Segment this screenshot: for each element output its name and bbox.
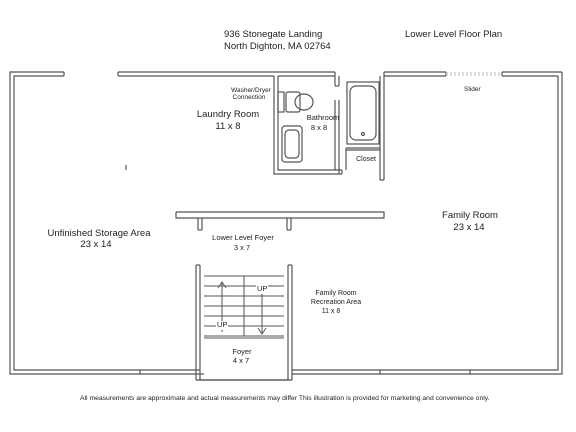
slider-label: Slider: [464, 86, 481, 93]
family-room-label: Family Room: [442, 210, 498, 221]
recreation-label-1: Family Room: [315, 290, 357, 297]
slider-door: [446, 73, 502, 75]
lower-foyer-dims: 3 x 7: [233, 243, 251, 252]
family-room-dims: 23 x 14: [453, 222, 485, 233]
washer-dryer-label-1: Washer/Dryer: [231, 87, 271, 94]
laundry-room-label: Laundry Room: [196, 109, 260, 120]
plan-title: Lower Level Floor Plan: [405, 29, 503, 40]
toilet: [286, 92, 313, 112]
closet-label: Closet: [356, 156, 376, 163]
washer-dryer: [278, 92, 284, 112]
laundry-room-dims: 11 x 8: [215, 121, 241, 132]
recreation-dims: 11 x 8: [321, 308, 341, 315]
sink: [282, 126, 302, 162]
recreation-label-2: Recreation Area: [310, 299, 362, 306]
stairs-up-label-upper: UP: [257, 284, 268, 293]
foyer-dims: 4 x 7: [232, 356, 250, 365]
bathroom-label: Bathroom: [306, 113, 340, 122]
center-partition: [176, 212, 384, 230]
stairs-up-label-lower: UP: [217, 320, 228, 329]
storage-area-label: Unfinished Storage Area: [47, 228, 151, 239]
washer-dryer-label-2: Connection: [232, 94, 266, 101]
foyer-label: Foyer: [232, 347, 252, 356]
storage-area-dims: 23 x 14: [80, 239, 112, 250]
address-line-2: North Dighton, MA 02764: [224, 41, 331, 52]
lower-foyer-label: Lower Level Foyer: [212, 233, 274, 242]
bathroom-dims: 8 x 8: [310, 123, 328, 132]
disclaimer-text: All measurements are approximate and actual measurements may differ This illustration is provided for marketing and convenience only.: [80, 395, 490, 402]
bathtub: [347, 82, 379, 144]
address-line-1: 936 Stonegate Landing: [224, 29, 323, 40]
